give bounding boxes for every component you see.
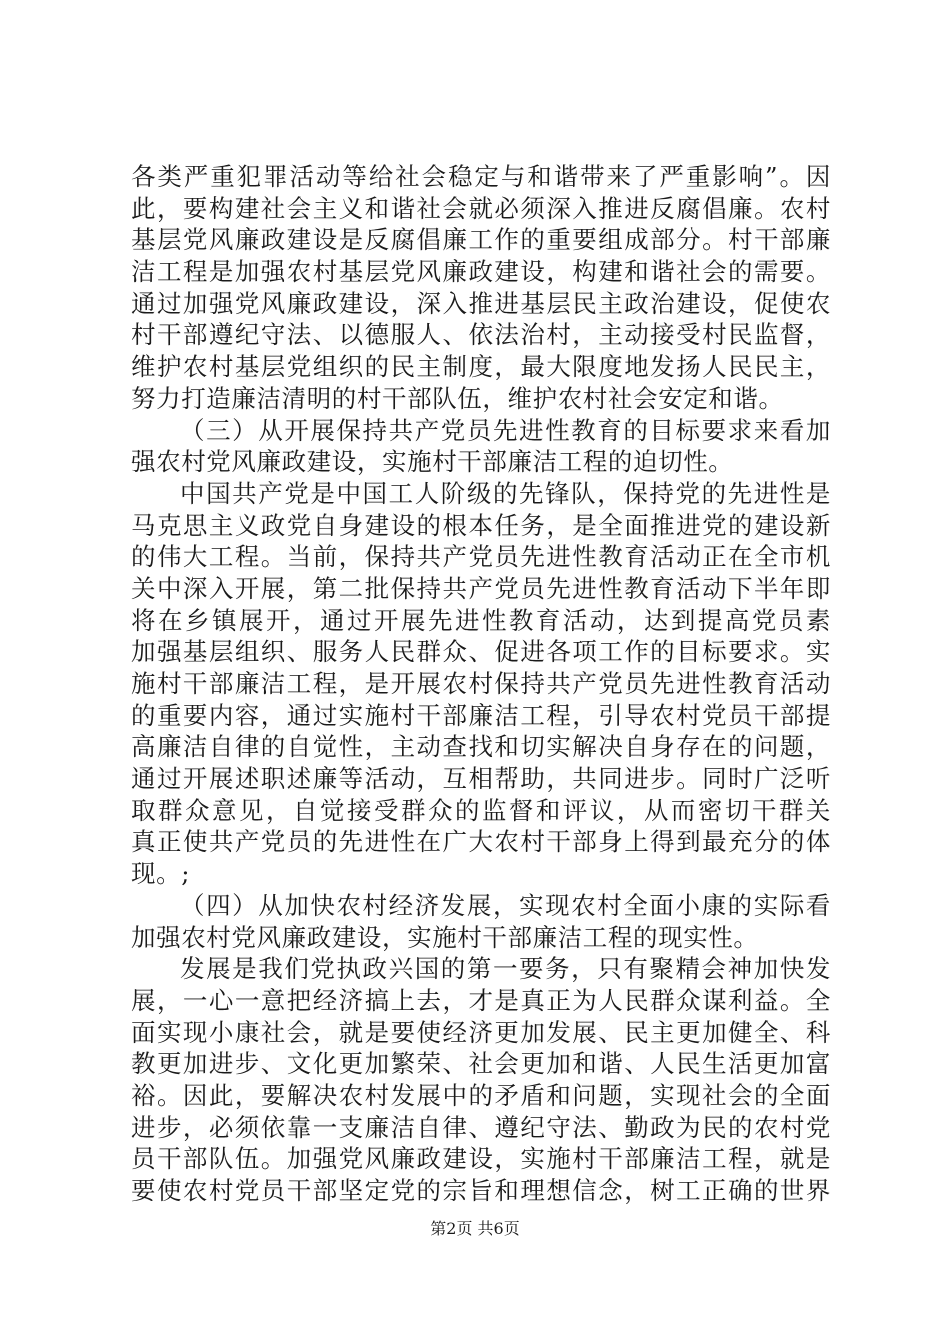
text-line: 进步，必须依靠一支廉洁自律、遵纪守法、勤政为民的农村党 <box>131 1112 831 1142</box>
text-line: 教更加进步、文化更加繁荣、社会更加和谐、人民生活更加富 <box>131 1049 831 1079</box>
text-line: 将在乡镇展开，通过开展先进性教育活动，达到提高党员素 <box>131 605 831 635</box>
text-line: 洁工程是加强农村基层党风廉政建设，构建和谐社会的需要。 <box>131 257 831 287</box>
text-line: 取群众意见，自觉接受群众的监督和评议，从而密切干群关 <box>131 795 831 825</box>
text-line: 展，一心一意把经济搞上去，才是真正为人民群众谋利益。全 <box>131 985 831 1015</box>
text-line: 通过开展述职述廉等活动，互相帮助，共同进步。同时广泛听 <box>131 764 831 794</box>
text-line: 强农村党风廉政建设，实施村干部廉洁工程的迫切性。 <box>131 447 734 477</box>
text-line: 裕。因此，要解决农村发展中的矛盾和问题，实现社会的全面 <box>131 1080 831 1110</box>
text-line: 基层党风廉政建设是反腐倡廉工作的重要组成部分。村干部廉 <box>131 225 831 255</box>
text-line: 马克思主义政党自身建设的根本任务，是全面推进党的建设新 <box>131 510 831 540</box>
text-line: 发展是我们党执政兴国的第一要务，只有聚精会神加快发 <box>180 954 831 984</box>
text-line: 关中深入开展，第二批保持共产党员先进性教育活动下半年即 <box>131 573 831 603</box>
text-line: （三）从开展保持共产党员先进性教育的目标要求来看加 <box>180 415 831 445</box>
text-line: 加强基层组织、服务人民群众、促进各项工作的目标要求。实 <box>131 637 831 667</box>
document-body <box>131 161 831 1207</box>
text-line: 维护农村基层党组织的民主制度，最大限度地发扬人民民主， <box>131 352 831 382</box>
page-footer: 第2页 共6页 <box>430 1219 520 1238</box>
text-line: 通过加强党风廉政建设，深入推进基层民主政治建设，促使农 <box>131 288 831 318</box>
text-line: 各类严重犯罪活动等给社会稳定与和谐带来了严重影响”。因 <box>131 162 831 191</box>
text-line: 要使农村党员干部坚定党的宗旨和理想信念，树工正确的世界 <box>131 1176 831 1205</box>
text-line: 的伟大工程。当前，保持共产党员先进性教育活动正在全市机 <box>131 542 831 572</box>
text-line: 加强农村党风廉政建设，实施村干部廉洁工程的现实性。 <box>131 922 759 952</box>
text-line: 现。; <box>131 859 191 889</box>
text-line: 努力打造廉洁清明的村干部队伍，维护农村社会安定和谐。 <box>131 383 784 413</box>
text-line: 村干部遵纪守法、以德服人、依法治村，主动接受村民监督， <box>131 320 831 350</box>
text-line: 高廉洁自律的自觉性，主动查找和切实解决自身存在的问题， <box>131 732 831 762</box>
text-line: 此，要构建社会主义和谐社会就必须深入推进反腐倡廉。农村 <box>131 193 831 223</box>
text-line: 施村干部廉洁工程，是开展农村保持共产党员先进性教育活动 <box>131 669 831 698</box>
text-line: 中国共产党是中国工人阶级的先锋队，保持党的先进性是 <box>180 478 831 508</box>
text-line: 面实现小康社会，就是要使经济更加发展、民主更加健全、科 <box>131 1017 831 1047</box>
text-line: 的重要内容，通过实施村干部廉洁工程，引导农村党员干部提 <box>131 700 831 730</box>
text-line: 员干部队伍。加强党风廉政建设，实施村干部廉洁工程，就是 <box>131 1144 831 1174</box>
text-line: 真正使共产党员的先进性在广大农村干部身上得到最充分的体 <box>131 827 831 857</box>
text-line: （四）从加快农村经济发展，实现农村全面小康的实际看 <box>180 890 831 920</box>
